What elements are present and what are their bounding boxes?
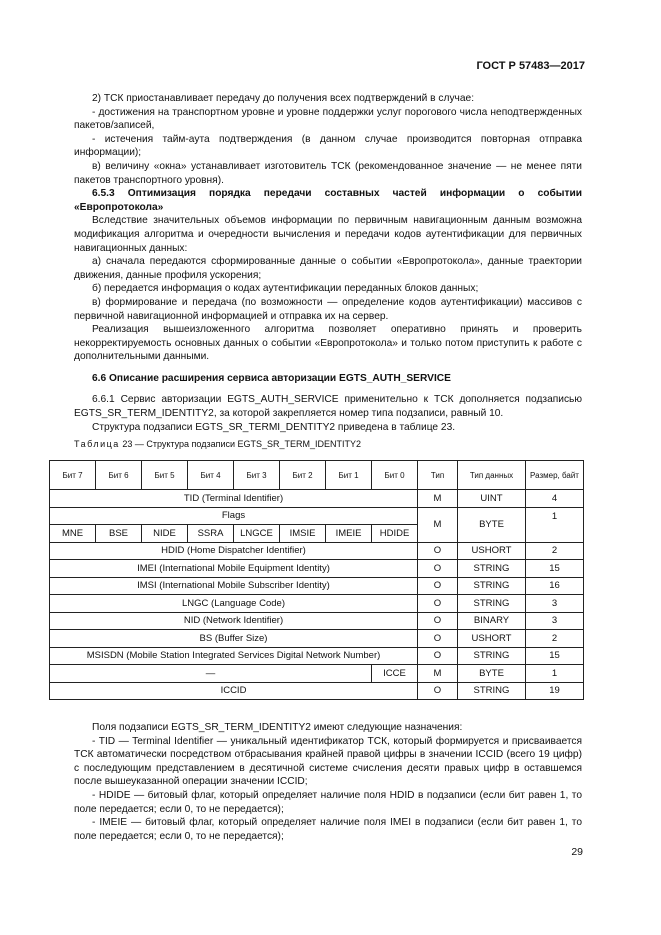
flag-bit: BSE: [96, 525, 142, 543]
paragraph: в) формирование и передача (по возможности — определение кодов аутентификации) массивов с первичной навигационной информацией и отправка их на сервер.: [74, 296, 582, 322]
field-data-type: STRING: [458, 560, 526, 578]
field-type: O: [418, 612, 458, 630]
field-name: ICCID: [50, 682, 418, 700]
flag-bit: HDIDE: [372, 525, 418, 543]
field-size: 15: [526, 647, 584, 665]
reserved-bits: —: [50, 665, 372, 683]
paragraph: - TID — Terminal Identifier — уникальный идентификатор ТСК, который формируется и присваивается ТСК автоматически посредством отбрасывания крайней правой цифры в значении ICCID (всего 19 цифр) с последующим представлением в десятичной системе счисления десяти правых цифр в оставшемся после вышеуказанной операции значении ICCID;: [74, 735, 582, 788]
paragraph: а) сначала передаются сформированные данные о событии «Европротокола», данные траектории движения, данные профиля ускорения;: [74, 256, 582, 281]
column-header: Бит 7: [50, 461, 96, 490]
column-header: Размер, байт: [526, 461, 584, 490]
paragraph: - истечения тайм-аута подтверждения (в данном случае производится повторная отправка информации);: [74, 133, 582, 159]
field-data-type: STRING: [458, 595, 526, 613]
field-descriptions: [74, 721, 582, 843]
flag-bit: NIDE: [142, 525, 188, 543]
field-data-type: USHORT: [458, 542, 526, 560]
field-size: 2: [526, 630, 584, 648]
column-header: Бит 2: [280, 461, 326, 490]
field-data-type: STRING: [458, 682, 526, 700]
field-name: IMSI (International Mobile Subscriber Identity): [50, 577, 418, 595]
section-heading: 6.6 Описание расширения сервиса авторизации EGTS_AUTH_SERVICE: [92, 372, 451, 384]
field-data-type: UINT: [458, 490, 526, 508]
table-row: [50, 647, 584, 665]
field-data-type: BYTE: [458, 665, 526, 683]
field-type: O: [418, 542, 458, 560]
field-type: O: [418, 647, 458, 665]
field-name: MSISDN (Mobile Station Integrated Services Digital Network Number): [50, 647, 418, 665]
field-size: 1: [526, 507, 584, 542]
table-row: [50, 630, 584, 648]
page-number: 29: [571, 846, 583, 858]
field-type: O: [418, 560, 458, 578]
table-row: [50, 595, 584, 613]
flag-bit: SSRA: [188, 525, 234, 543]
table-header-row: [50, 461, 584, 490]
field-type: O: [418, 630, 458, 648]
table-row: [50, 577, 584, 595]
field-size: 3: [526, 612, 584, 630]
field-size: 1: [526, 665, 584, 683]
field-size: 3: [526, 595, 584, 613]
table-caption-prefix: Таблица: [74, 439, 120, 449]
paragraph: Реализация вышеизложенного алгоритма позволяет оперативно принять и проверить некорректируемость основных данных о событии «Европротокола» и только потом приступить к работе с дополнительными данными.: [74, 324, 582, 363]
table-row: [50, 612, 584, 630]
field-data-type: BINARY: [458, 612, 526, 630]
paragraph: Поля подзаписи EGTS_SR_TERM_IDENTITY2 имеют следующие назначения:: [92, 722, 463, 733]
field-type: O: [418, 595, 458, 613]
field-name: IMEI (International Mobile Equipment Identity): [50, 560, 418, 578]
field-size: 4: [526, 490, 584, 508]
flag-bit: LNGCE: [234, 525, 280, 543]
field-size: 15: [526, 560, 584, 578]
table-row: [50, 682, 584, 700]
field-data-type: USHORT: [458, 630, 526, 648]
table-row: [50, 560, 584, 578]
paragraph: в) величину «окна» устанавливает изготовитель ТСК (рекомендованное значение — не менее пяти пакетов транспортного уровня).: [74, 160, 582, 186]
flag-bit: MNE: [50, 525, 96, 543]
paragraph: - достижения на транспортном уровне и уровне поддержки услуг порогового числа неподтвержденных пакетов/записей,: [74, 106, 582, 132]
field-name: TID (Terminal Identifier): [50, 490, 418, 508]
field-name: Flags: [50, 507, 418, 525]
field-type: M: [418, 665, 458, 683]
table-row: [50, 542, 584, 560]
paragraph: Вследствие значительных объемов информации по первичным навигационным данным возможна модификация алгоритма и очередности вычисления и передачи кодов аутентификации для первичных навигационных данных:: [74, 215, 582, 254]
field-type: O: [418, 577, 458, 595]
table-row: [50, 490, 584, 508]
field-size: 16: [526, 577, 584, 595]
paragraph: 6.6.1 Сервис авторизации EGTS_AUTH_SERVICE применительно к ТСК дополняется подзаписью EGTS_SR_TERM_IDENTITY2, за которой закрепляется номер типа подзаписи, равный 10.: [74, 394, 582, 420]
field-size: 2: [526, 542, 584, 560]
column-header: Бит 5: [142, 461, 188, 490]
field-type: M: [418, 490, 458, 508]
subrecord-structure-table: [49, 460, 584, 700]
paragraph: - IMEIE — битовый флаг, который определяет наличие поля IMEI в подзаписи (если бит равен 1, то поле передается; если 0, то не передается);: [74, 817, 582, 842]
column-header: Бит 4: [188, 461, 234, 490]
table-caption-text: 23 — Структура подзаписи EGTS_SR_TERM_IDENTITY2: [122, 439, 362, 449]
field-name: NID (Network Identifier): [50, 612, 418, 630]
field-data-type: BYTE: [458, 507, 526, 542]
flag-bit: ICCE: [372, 665, 418, 683]
flag-bit: IMEIE: [326, 525, 372, 543]
table-caption: [74, 439, 361, 449]
column-header: Бит 1: [326, 461, 372, 490]
field-data-type: STRING: [458, 647, 526, 665]
table-row: [50, 665, 584, 683]
column-header: Тип: [418, 461, 458, 490]
field-type: O: [418, 682, 458, 700]
paragraph: б) передается информация о кодах аутентификации переданных блоков данных;: [92, 283, 479, 295]
flag-bit: IMSIE: [280, 525, 326, 543]
document-code: ГОСТ Р 57483—2017: [476, 60, 585, 72]
field-name: LNGC (Language Code): [50, 595, 418, 613]
table-row: [50, 507, 584, 525]
field-type: M: [418, 507, 458, 542]
column-header: Бит 0: [372, 461, 418, 490]
paragraph: Структура подзаписи EGTS_SR_TERMI_DENTITY2 приведена в таблице 23.: [92, 421, 456, 433]
paragraph: 2) ТСК приостанавливает передачу до получения всех подтверждений в случае:: [92, 93, 475, 104]
field-data-type: STRING: [458, 577, 526, 595]
column-header: Бит 3: [234, 461, 280, 490]
body-text: [74, 92, 582, 434]
column-header: Бит 6: [96, 461, 142, 490]
field-name: HDID (Home Dispatcher Identifier): [50, 542, 418, 560]
paragraph: - HDIDE — битовый флаг, который определяет наличие поля HDID в подзаписи (если бит равен 1, то поле передается; если 0, то не передается);: [74, 789, 582, 815]
field-name: BS (Buffer Size): [50, 630, 418, 648]
column-header: Тип данных: [458, 461, 526, 490]
field-size: 19: [526, 682, 584, 700]
section-heading: 6.5.3 Оптимизация порядка передачи составных частей информации о событии «Европротокола»: [74, 188, 582, 213]
